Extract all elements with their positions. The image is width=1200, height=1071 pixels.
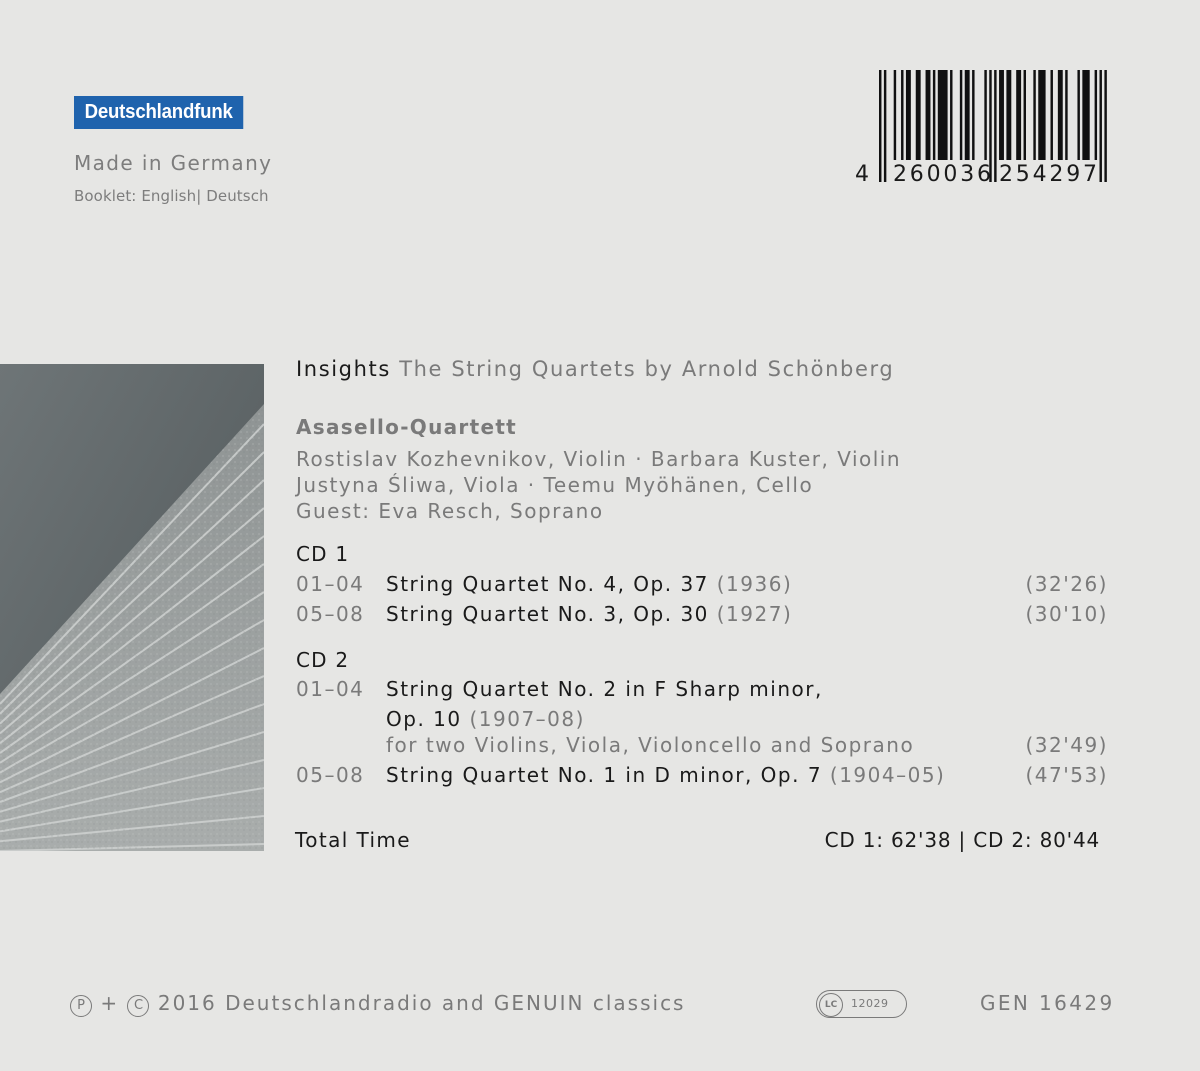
track-title [386,572,792,596]
copyright-icon: C [127,995,149,1017]
track-year: (1907–08) [469,707,585,731]
track-number: 01–04 [296,572,365,596]
barcode-digits-right: 254297 [999,162,1100,187]
deutschlandfunk-logo: Deutschlandfunk [74,96,243,129]
barcode [855,70,1110,188]
track-row-continued [0,707,1200,733]
performers-line: Rostislav Kozhevnikov, Violin · Barbara Kuster, Violin [296,447,902,471]
total-time-label: Total Time [295,828,412,852]
track-title [386,707,585,731]
album-title [296,357,894,381]
ensemble-name: Asasello-Quartett [296,415,518,439]
guest-performer-line: Guest: Eva Resch, Soprano [296,499,604,523]
track-title-text: String Quartet No. 3, Op. 30 [386,602,709,626]
copyright-plus: + [100,991,120,1015]
barcode-digits-left: 260036 [893,162,994,187]
album-title-bold: Insights [296,357,391,381]
barcode-digit-first: 4 [855,162,869,187]
track-number: 05–08 [296,763,365,787]
track-duration: (47'53) [1025,763,1108,787]
track-row [0,602,1200,628]
booklet-languages: Booklet: English| Deutsch [74,187,269,205]
catalog-number: GEN 16429 [980,991,1115,1015]
track-title [386,602,792,626]
label-code-icon: LC [819,993,843,1017]
copyright-line [70,991,685,1017]
track-number: 01–04 [296,677,365,701]
track-title-text: String Quartet No. 1 in D minor, Op. 7 [386,763,823,787]
track-title-text: String Quartet No. 4, Op. 37 [386,572,709,596]
cd2-heading: CD 2 [296,648,350,672]
track-year: (1927) [716,602,793,626]
track-row [0,763,1200,789]
track-row [0,572,1200,598]
copyright-text: 2016 Deutschlandradio and GENUIN classics [157,991,686,1015]
performers-line: Justyna Śliwa, Viola · Teemu Myöhänen, Cello [296,473,814,497]
track-subtitle: for two Violins, Viola, Violoncello and Soprano [386,733,915,757]
track-title [386,763,945,787]
track-duration: (30'10) [1025,602,1108,626]
track-number: 05–08 [296,602,365,626]
track-title-text: Op. 10 [386,707,462,731]
track-year: (1936) [716,572,793,596]
made-in-germany: Made in Germany [74,151,273,175]
track-row [0,677,1200,703]
track-title: String Quartet No. 2 in F Sharp minor, [386,677,823,701]
total-time-value: CD 1: 62'38 | CD 2: 80'44 [824,828,1100,852]
track-row-continued [0,733,1200,759]
track-year: (1904–05) [829,763,946,787]
label-code-badge [816,990,907,1018]
track-duration: (32'26) [1025,572,1108,596]
track-duration: (32'49) [1025,733,1108,757]
album-title-rest: The String Quartets by Arnold Schönberg [399,357,895,381]
cd1-heading: CD 1 [296,542,350,566]
label-code-number: 12029 [851,997,889,1010]
phonogram-icon: P [70,995,92,1017]
